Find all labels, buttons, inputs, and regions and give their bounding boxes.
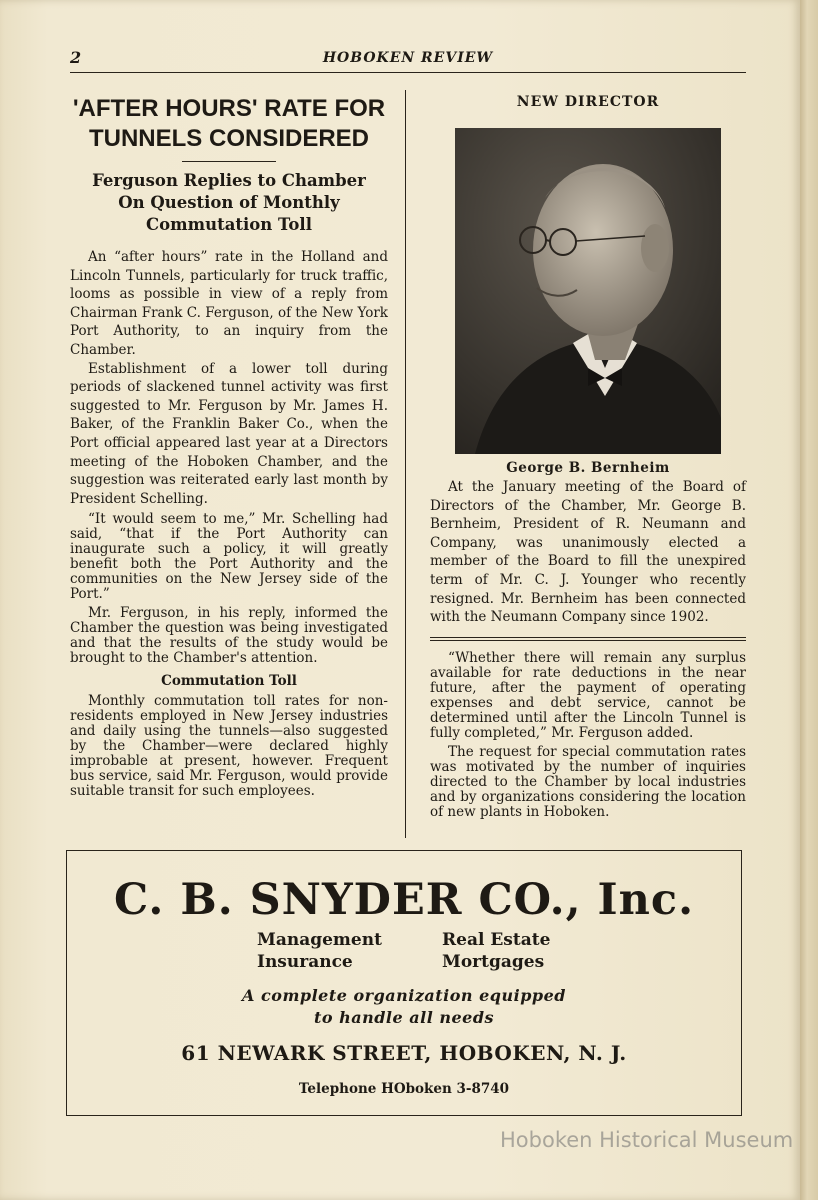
portrait-photo bbox=[455, 128, 721, 454]
director-kicker: NEW DIRECTOR bbox=[516, 94, 660, 110]
column-break-rule bbox=[430, 637, 746, 641]
subhead-line-1: Ferguson Replies to Chamber bbox=[92, 171, 366, 190]
subhead-line-3: Commutation Toll bbox=[146, 215, 312, 234]
article-paragraph: Monthly commutation toll rates for non-residents employed in New Jersey industries and daily using the tunnels—also suggested by the Chamber—were declared highly improbable at present, however. Frequent bus service, said Mr. Ferguson, would provide suitable transit for such employees. bbox=[70, 693, 388, 800]
ad-service: Real Estate bbox=[442, 930, 551, 950]
portrait-caption: George B. Bernheim bbox=[506, 460, 670, 476]
article-paragraph: “It would seem to me,” Mr. Schelling had said, “that if the Port Authority can inaugurate such a policy, it will greatly benefit both the Port Authority and the communities on the New Jersey side of the Port.” bbox=[70, 511, 388, 603]
ad-service: Mortgages bbox=[442, 952, 545, 972]
publication-title: HOBOKEN REVIEW bbox=[322, 50, 494, 66]
page-header bbox=[70, 48, 746, 72]
article-continued-paragraph: “Whether there will remain any surplus available for rate deductions in the near future, after the payment of operating expenses and debt service, cannot be determined until after the Lincoln Tunnel is fully completed,” Mr. Ferguson added. bbox=[430, 649, 746, 741]
ad-service: Management bbox=[257, 930, 382, 950]
right-column bbox=[430, 94, 746, 820]
article-headline bbox=[70, 94, 388, 154]
article-left-column bbox=[70, 94, 388, 799]
ad-tagline-line-2: to handle all needs bbox=[313, 1008, 495, 1027]
ad-tagline-line-1: A complete organization equipped bbox=[242, 986, 566, 1005]
article-subhead bbox=[70, 170, 388, 236]
article-paragraph: Mr. Ferguson, in his reply, informed the Chamber the question was being investigated and that the results of the study would be brought to the Chamber's attention. bbox=[70, 605, 388, 667]
headline-line-1: 'AFTER HOURS' RATE FOR bbox=[72, 95, 386, 122]
museum-watermark: Hoboken Historical Museum bbox=[500, 1128, 794, 1152]
article-paragraph: Establishment of a lower toll during periods of slackened tunnel activity was first suggested to Mr. Ferguson by Mr. James H. Baker, of the Franklin Baker Co., when the Port official appeared last year at a Directors meeting of the Hoboken Chamber, and the suggestion was reiterated early last month by President Schelling. bbox=[70, 360, 388, 507]
column-divider bbox=[405, 90, 406, 838]
director-portrait bbox=[455, 128, 721, 454]
ad-services-right bbox=[442, 929, 550, 973]
ad-tagline bbox=[67, 985, 741, 1029]
ad-services-left bbox=[257, 929, 382, 973]
article-continued-paragraph: The request for special commutation rates was motivated by the number of inquiries directed to the Chamber by local industries and by organizations considering the location of new plants in Hoboken. bbox=[430, 743, 746, 820]
headline-rule bbox=[182, 161, 276, 162]
headline-line-2: TUNNELS CONSIDERED bbox=[88, 125, 370, 152]
director-paragraph: At the January meeting of the Board of Directors of the Chamber, Mr. George B. Bernheim, President of R. Neumann and Company, was unanimously elected a member of the Board to fill the unexpired term of Mr. C. J. Younger who recently resigned. Mr. Bernheim has been connected with the Neumann Company since 1902. bbox=[430, 479, 746, 626]
page-edge bbox=[800, 0, 818, 1200]
section-heading: Commutation Toll bbox=[161, 673, 297, 690]
advertisement bbox=[66, 850, 742, 1116]
header-rule bbox=[70, 72, 746, 73]
ad-service: Insurance bbox=[257, 952, 353, 972]
page-number: 2 bbox=[70, 48, 82, 67]
article-paragraph: An “after hours” rate in the Holland and Lincoln Tunnels, particularly for truck traffic, looms as possible in view of a reply from Chairman Frank C. Ferguson, of the New York Port Authority, to an inquiry from the Chamber. bbox=[70, 249, 388, 358]
ad-company-name: C. B. SNYDER CO., Inc. bbox=[113, 875, 695, 925]
subhead-line-2: On Question of Monthly bbox=[118, 193, 340, 212]
ad-address: 61 NEWARK STREET, HOBOKEN, N. J. bbox=[181, 1041, 627, 1065]
ad-telephone: Telephone HOboken 3-8740 bbox=[298, 1081, 510, 1097]
